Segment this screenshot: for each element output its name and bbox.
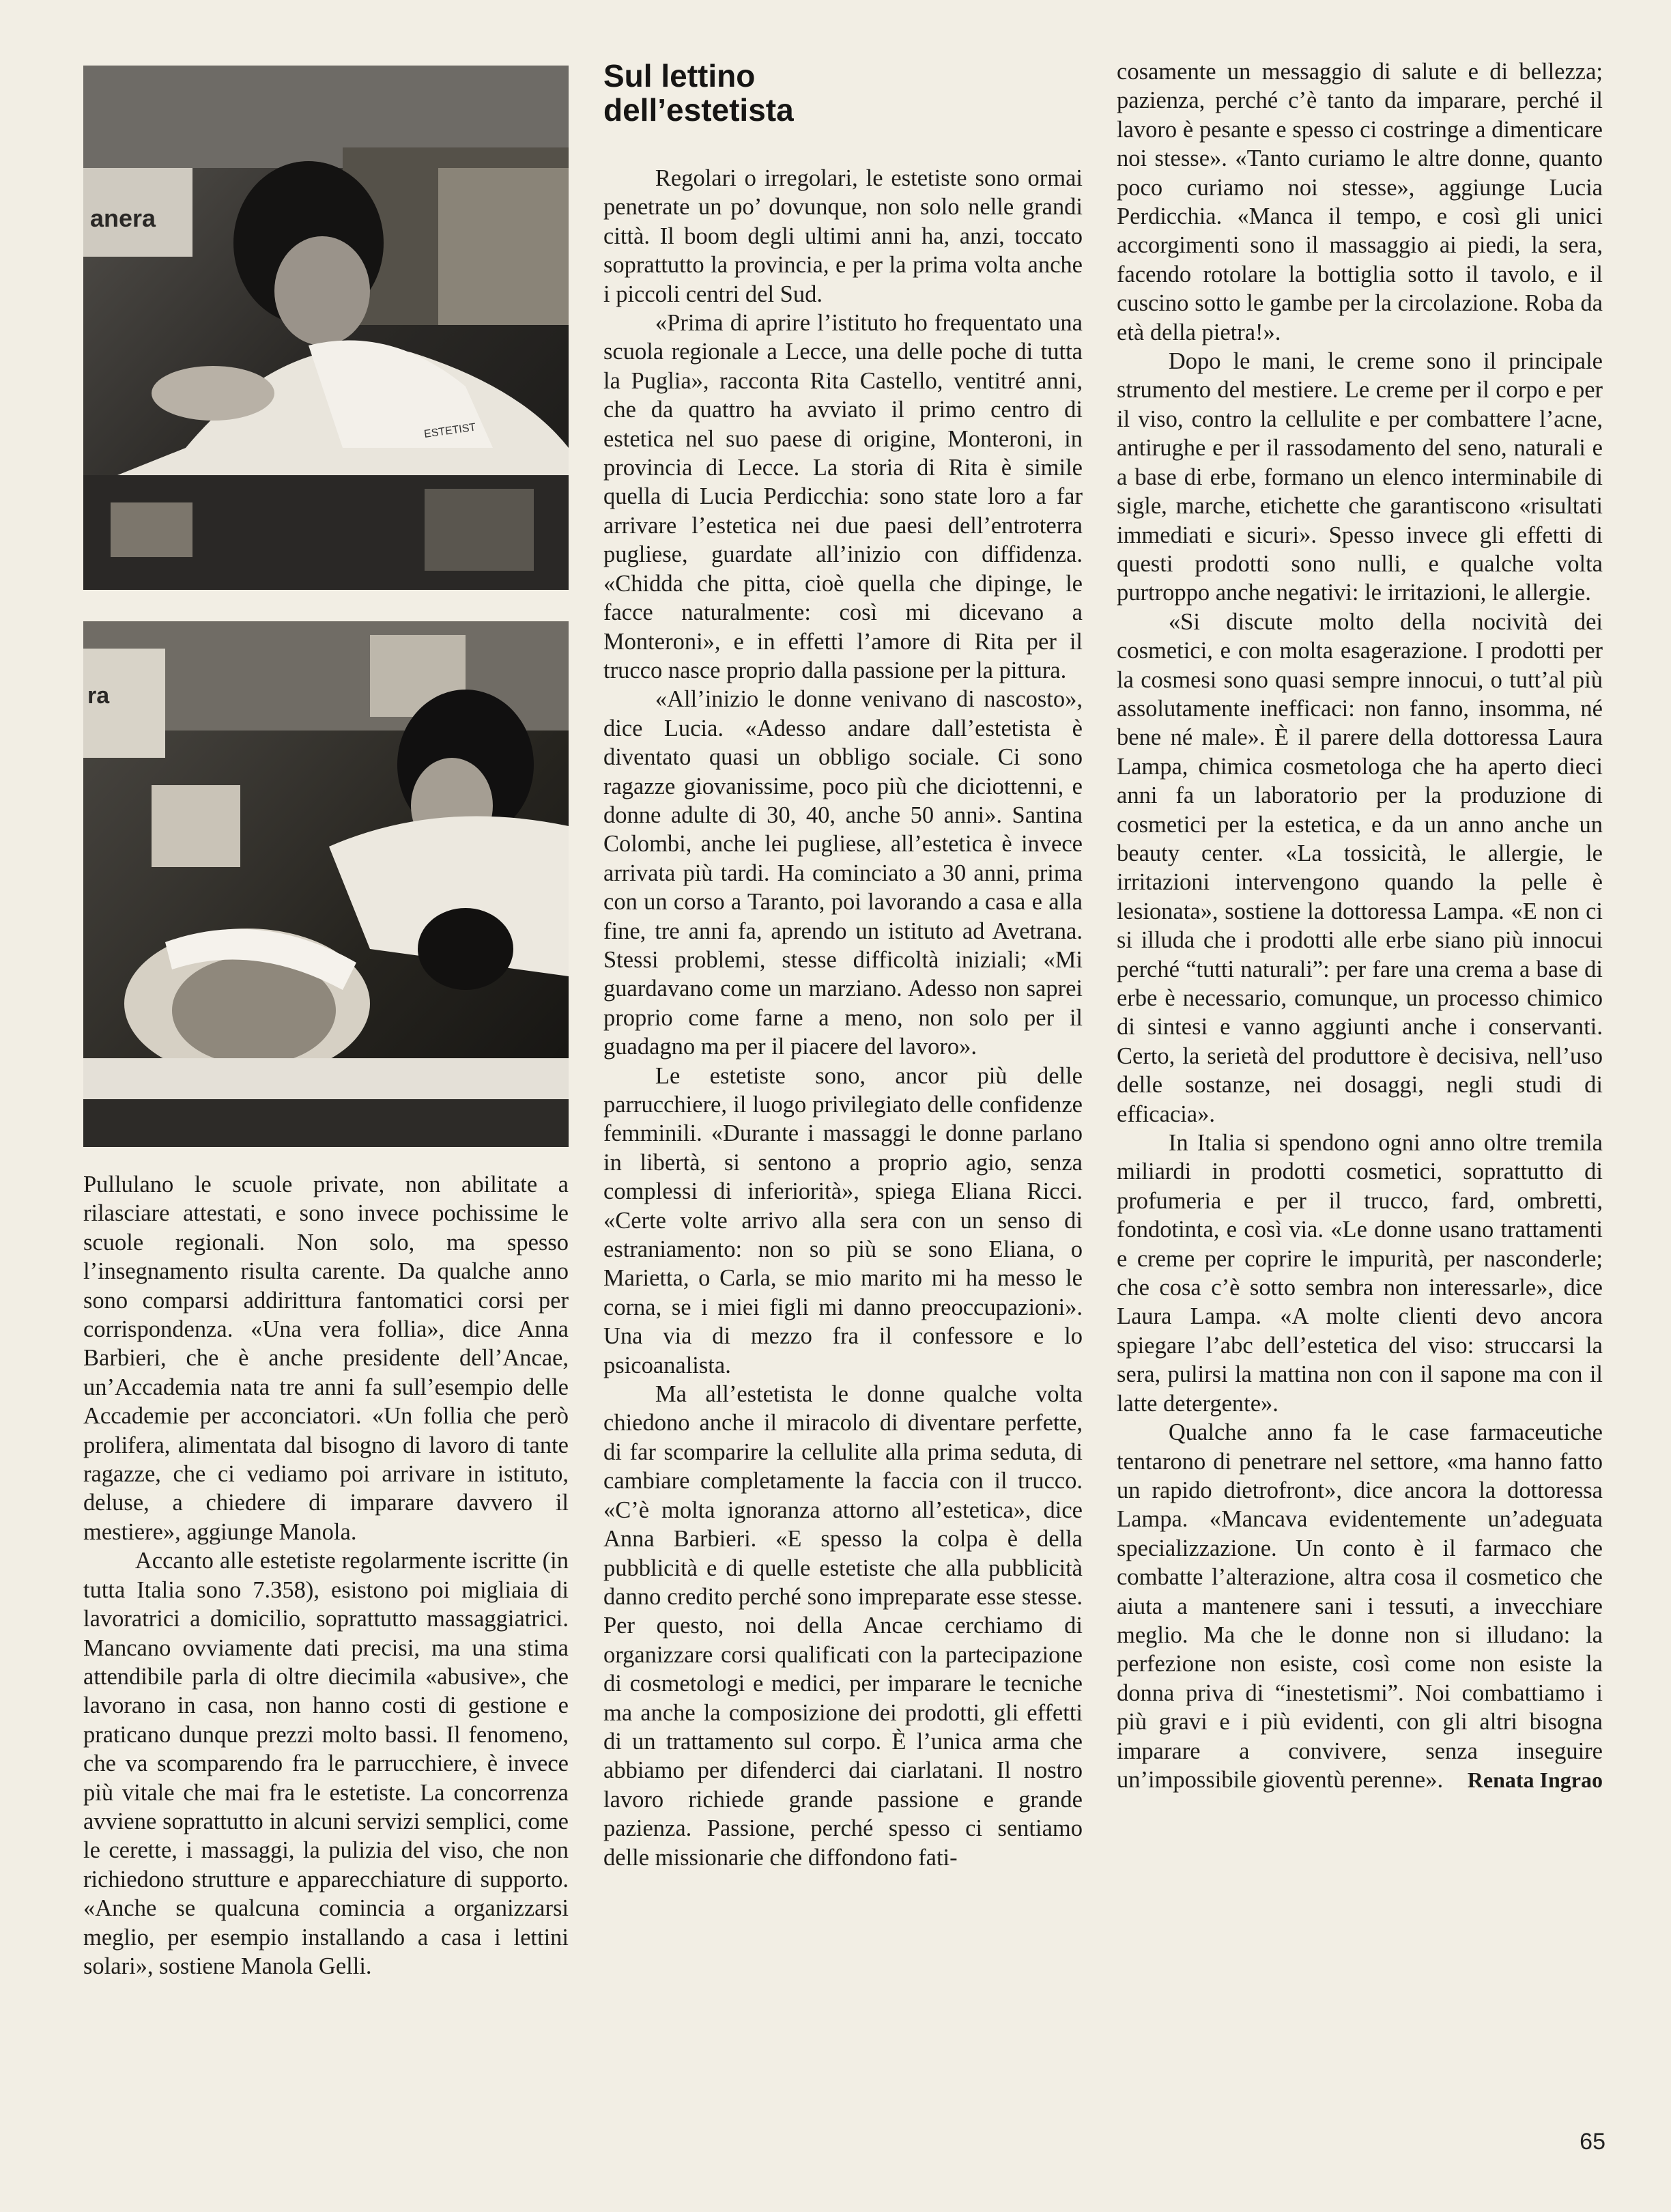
paragraph: Pullulano le scuole private, non abilitate a rilasciare attestati, e sono invece pochissime le scuole regionali. Non solo, ma spesso l’insegnamento risulta carente. Da qualche anno sono comparsi addirittura fantomatici corsi per corrispondenza. «Una vera follia», dice Anna Barbieri, che è anche presidente dell’Ancae, un’Accademia nata tre anni fa sull’esempio delle Accademie per acconciatori. «Un follia che però prolifera, alimentata dal bisogno di lavoro di tante ragazze, che ci vediamo poi arrivare in istituto, deluse, a chiedere di imparare davvero il mestiere», aggiunge Manola. bbox=[83, 1172, 569, 1545]
paragraph-text: Qualche anno fa le case farmaceutiche tentarono di penetrare nel settore, «ma hanno fatto un rapido dietrofront», dice ancora la dottoressa Lampa. «Mancava evidentemente un’adeguata specializzazione. Un conto è il farmaco che combatte l’alterazione, altra cosa il cosmetico che aiuta a mantenere sani i tessuti, a invecchiare meglio. Ma che le donne non si illudano: la perfezione non esiste, così come non esiste la donna priva di “inestetismi”. Noi combattiamo i più gravi e i più evidenti, con gli altri bisogna imparare a convivere, senza inseguire un’impossibile gioventù perenne». bbox=[1117, 1419, 1603, 1793]
photo-face-mask-image bbox=[83, 621, 569, 1147]
paragraph: Ma all’estetista le donne qualche volta chiedono anche il miracolo di diventare perfette, di far scomparire la cellulite alla prima seduta, di cambiare completamente la faccia con il trucco. «C’è molta ignoranza attorno all’estetica», dice Anna Barbieri. «E spesso la colpa è della pubblicità e di quelle estetiste che alla pubblicità danno credito perché sono impreparate esse stesse. Per questo, noi della Ancae cerchiamo di organizzare corsi qualificati con la partecipazione di cosmetologi e medici, per imparare le tecniche ma anche la composizione dei prodotti, gli effetti di un trattamento sul corpo. È l’unica arma che abbiamo per difenderci dai ciarlatani. Il nostro lavoro richiede grande passione e grande pazienza. Passione, perché spesso ci sentiamo delle missionarie che diffondono fati- bbox=[603, 1381, 1083, 1871]
paragraph: Accanto alle estetiste regolarmente iscritte (in tutta Italia sono 7.358), esistono poi migliaia di lavoratrici a domicilio, soprattutto massaggiatrici. Mancano ovviamente dati precisi, ma una stima attendibile parla di oltre diecimila «abusive», che lavorano in casa, non hanno costi di gestione e praticano dunque prezzi molto bassi. Il fenomeno, che va scomparendo fra le parrucchiere, è invece più vitale che mai fra le estetiste. La concorrenza avviene soprattutto in alcuni servizi semplici, come le cerette, i massaggi, la pulizia del viso, che non richiedono strutture e apparecchiature di supporto. «Anche se qualcuna comincia a organizzarsi meglio, per esempio installando a casa i lettini solari», sostiene Manola Gelli. bbox=[83, 1548, 569, 1979]
photo-top-sign-text: anera bbox=[90, 204, 156, 232]
paragraph: In Italia si spendono ogni anno oltre tremila miliardi in prodotti cosmetici, soprattutto di profumeria e per il trucco, fard, ombretti, fondotinta, e così via. «Le donne usano trattamenti e creme per coprire le impurità, per nasconderle; che cosa c’è sotto sembra non interessarle», dice Laura Lampa. «A molte clienti devo ancora spiegare l’abc dell’estetica del viso: struccarsi la sera, pulirsi la mattina non con il sapone ma con il latte detergente». bbox=[1117, 1130, 1603, 1417]
photo-facial-massage-image bbox=[83, 66, 569, 590]
paragraph: «Si discute molto della nocività dei cosmetici, e con molta esagerazione. I prodotti per la cosmesi sono quasi sempre innocui, o tutt’al più assolutamente inefficaci: non fanno, insomma, né bene né male». È il parere della dottoressa Laura Lampa, chimica cosmetologa che ha aperto dieci anni fa un laboratorio per la produzione di cosmetici per la estetica, e da un anno anche un beauty center. «La tossicità, le allergie, le irritazioni intervengono quando la pelle è lesionata», sostiene la dottoressa Lampa. «E non ci si illuda che i prodotti alle erbe siano più innocui perché “tutti naturali”: per fare una crema a base di erbe è necessario, comunque, un processo chimico di sintesi e vanno aggiunti anche i conservanti. Certo, la serietà del produttore è decisiva, nell’uso delle sostanze, nei dosaggi, negli studi di efficacia». bbox=[1117, 608, 1603, 1127]
paragraph-last bbox=[1117, 1418, 1603, 1794]
text-column-3 bbox=[1117, 57, 1603, 1794]
text-column-2 bbox=[603, 164, 1083, 1872]
paragraph: Le estetiste sono, ancor più delle parrucchiere, il luogo privilegiato delle confidenze femminili. «Durante i massaggi le donne parlano in libertà, si sentono a proprio agio, senza complessi di inferiorità», spiega Eliana Ricci. «Certe volte arrivo alla sera con un senso di estraniamento: non so più se sono Eliana, o Marietta, o Carla, se mio marito mi ha messo le corna, se i miei figli mi danno preoccupazioni». Una via di mezzo fra il confessore e lo psicoanalista. bbox=[603, 1062, 1083, 1378]
article-headline bbox=[603, 59, 1083, 127]
paragraph: Dopo le mani, le creme sono il principale strumento del mestiere. Le creme per il corpo e per il viso, contro la cellulite e per combattere l’acne, antirughe e per il rassodamento del seno, naturali e a base di erbe, formano un elenco interminabile di sigle, marche, etichette che garantiscono «risultati immediati e sicuri». Spesso invece gli effetti di questi prodotti sono nulli, e qualche volta purtroppo anche negativi: le irritazioni, le allergie. bbox=[1117, 348, 1603, 606]
text-column-1 bbox=[83, 1170, 569, 1981]
paragraph: cosamente un messaggio di salute e di bellezza; pazienza, perché c’è tanto da imparare, perché il lavoro è pesante e spesso ci costringe a dimenticare noi stesse». «Tanto curiamo le altre donne, quanto poco curiamo noi stesse», aggiunge Lucia Perdicchia. «Manca il tempo, e così gli unici accorgimenti sono il massaggio ai piedi, la sera, facendo rotolare la bottiglia sotto il tavolo, e il cuscino sotto le gambe per la circolazione. Roba da età della pietra!». bbox=[1117, 59, 1603, 345]
photo-face-mask bbox=[83, 621, 569, 1147]
paragraph: Regolari o irregolari, le estetiste sono ormai penetrate un po’ dovunque, non solo nelle grandi città. Il boom degli ultimi anni ha, anzi, toccato soprattutto la provincia, e per la prima volta anche i piccoli centri del Sud. bbox=[603, 165, 1083, 307]
author-byline: Renata Ingrao bbox=[1467, 1767, 1603, 1792]
photo-facial-massage bbox=[83, 66, 569, 590]
photo-bottom-sign-text: ra bbox=[87, 683, 110, 709]
photo-top-badge-text: ESTETIST bbox=[423, 421, 477, 440]
paragraph: «Prima di aprire l’istituto ho frequentato una scuola regionale a Lecce, una delle poche di tutta la Puglia», racconta Rita Castello, ventitré anni, che da quattro ha avviato il primo centro di estetica nel suo paese di origine, Monteroni, in provincia di Lecce. La storia di Rita è simile quella di Lucia Perdicchia: sono state loro a far arrivare l’estetica nei due paesi dell’entroterra pugliese, guardate all’inizio con diffidenza. «Chidda che pitta, cioè quella che dipinge, le facce naturalmente: così mi dicevano a Monteroni», e in effetti l’amore di Rita per il trucco nasce proprio dalla passione per la pittura. bbox=[603, 310, 1083, 683]
paragraph: «All’inizio le donne venivano di nascosto», dice Lucia. «Adesso andare dall’estetista è diventato quasi un obbligo sociale. Ci sono ragazze giovanissime, poco più che diciottenni, e donne adulte di 30, 40, anche 50 anni». Santina Colombi, anche lei pugliese, all’estetica è invece arrivata più tardi. Ha cominciato a 30 anni, prima con un corso a Taranto, poi lavorando a casa e alla fine, tre anni fa, aprendo un istituto ad Avetrana. Stessi problemi, stesse difficoltà iniziali; «Mi guardavano come un marziano. Adesso non saprei proprio come farne a meno, non solo per il guadagno ma per il piacere del lavoro». bbox=[603, 686, 1083, 1060]
headline-line-1: Sul lettino bbox=[603, 58, 756, 94]
headline-line-2: dell’estetista bbox=[603, 92, 794, 128]
page-number: 65 bbox=[1580, 2129, 1605, 2155]
